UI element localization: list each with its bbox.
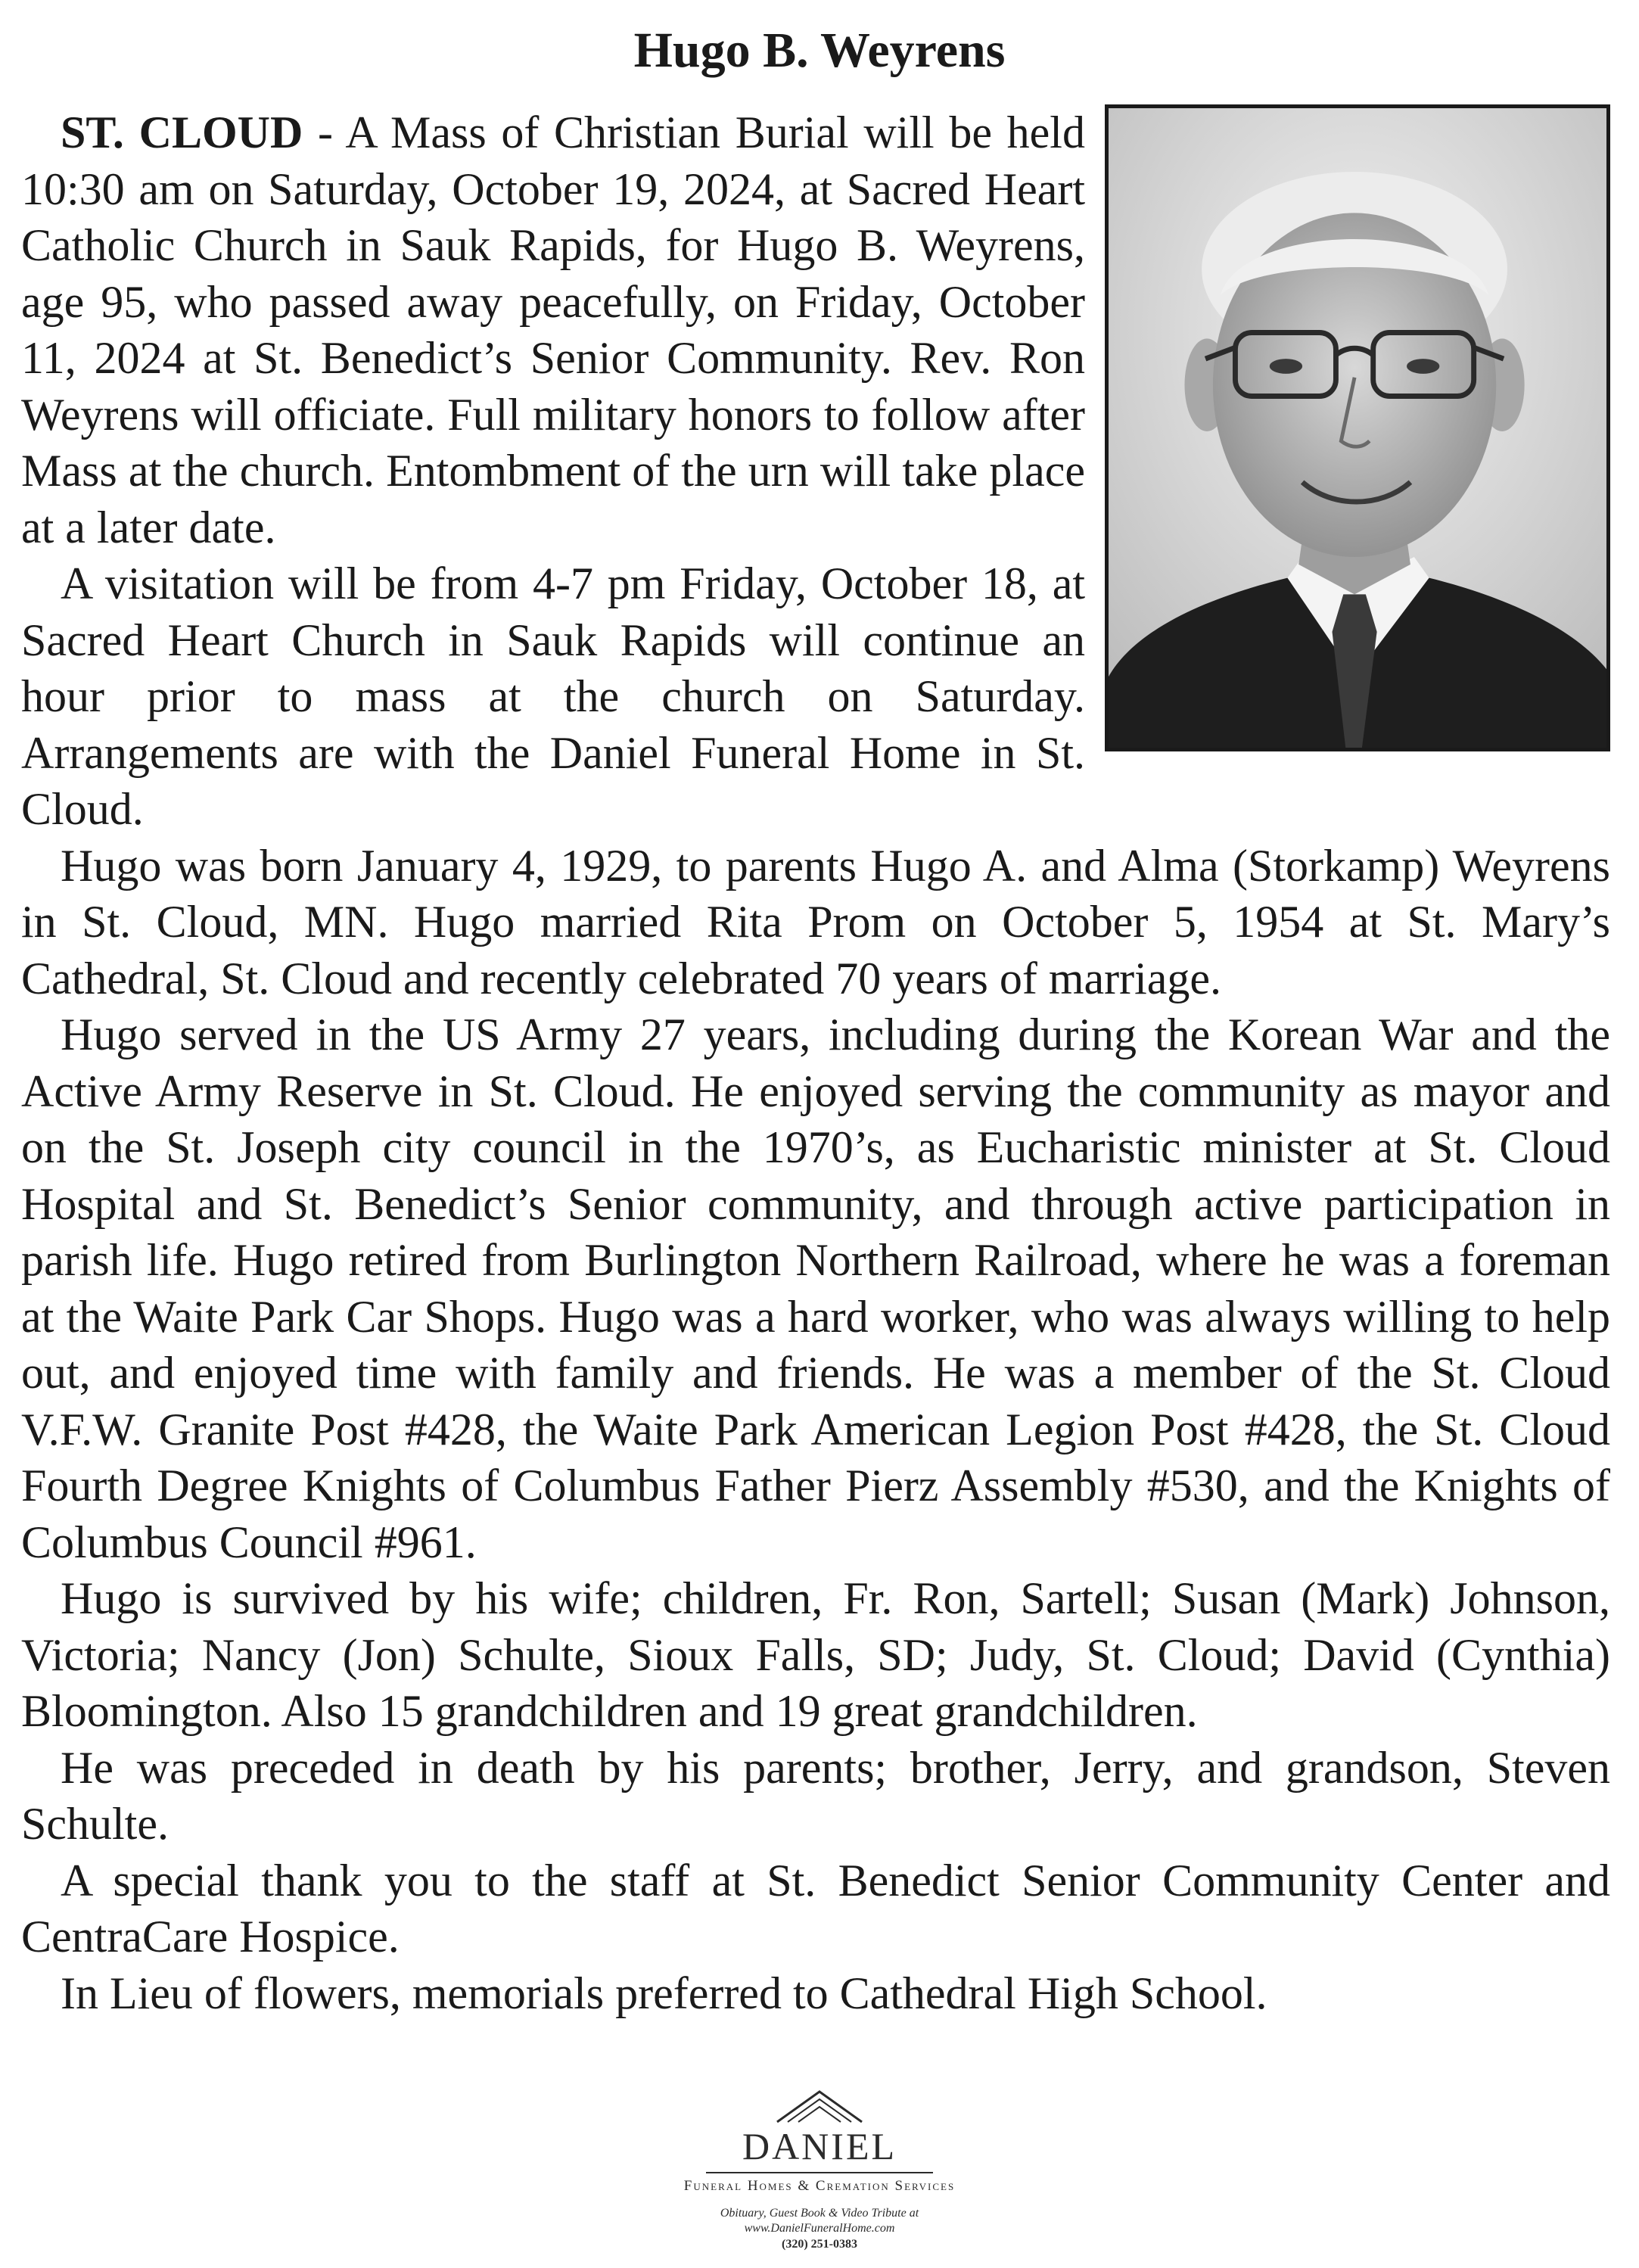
dateline: ST. CLOUD	[61, 107, 303, 157]
logo-name: DANIEL	[742, 2125, 897, 2167]
paragraph-memorials: In Lieu of flowers, memorials preferred to Cathedral High School.	[61, 1968, 1267, 2018]
obituary-body	[21, 104, 1610, 2021]
paragraph-thanks: A special thank you to the staff at St. Benedict Senior Community Center and CentraCare Hospice.	[21, 1855, 1610, 1962]
portrait-image	[1109, 108, 1606, 748]
funeral-home-logo	[592, 2089, 1047, 2253]
paragraph-birth: Hugo was born January 4, 1929, to parents Hugo A. and Alma (Storkamp) Weyrens in St. Cloud, MN. Hugo married Rita Prom on October 5, 1954 at St. Mary’s Cathedral, St. Cloud and recently celebrated 70 years of marriage.	[21, 840, 1610, 1003]
logo-url[interactable]: www.DanielFuneralHome.com	[744, 2222, 895, 2235]
paragraph-service: Hugo served in the US Army 27 years, including during the Korean War and the Active Army Reserve in St. Cloud. He enjoyed serving the community as mayor and on the St. Joseph city council in the 1970’s, as Eucharistic minister at St. Cloud Hospital and St. Benedict’s Senior community, and through active participation in parish life. Hugo retired from Burlington Northern Railroad, where he was a foreman at the Waite Park Car Shops. Hugo was a hard worker, who was always willing to help out, and enjoyed time with family and friends. He was a member of the St. Cloud V.F.W. Granite Post #428, the Waite Park American Legion Post #428, the St. Cloud Fourth Degree Knights of Columbus Father Pierz Assembly #530, and the Knights of Columbus Council #961.	[21, 1010, 1610, 1567]
logo-tribute: Obituary, Guest Book & Video Tribute at	[720, 2207, 919, 2220]
obituary-title: Hugo B. Weyrens	[633, 23, 1006, 78]
logo-phone: (320) 251-0383	[782, 2238, 857, 2251]
house-roof-icon	[774, 2089, 865, 2123]
portrait-photo	[1105, 104, 1610, 751]
paragraph-survivors: Hugo is survived by his wife; children, Fr. Ron, Sartell; Susan (Mark) Johnson, Victoria; Nancy (Jon) Schulte, Sioux Falls, SD; Judy, St. Cloud; David (Cynthia) Bloomington. Also 15 grandchildren and 19 great grandchildren.	[21, 1573, 1610, 1736]
logo-divider	[706, 2172, 933, 2173]
intro-text: - A Mass of Christian Burial will be held 10:30 am on Saturday, October 19, 2024, at Sacred Heart Catholic Church in Sauk Rapids, for Hugo B. Weyrens, age 95, who passed away peacefully, on Friday, October 11, 2024 at St. Benedict’s Senior Community. Rev. Ron Weyrens will officiate. Full military honors to follow after Mass at the church. Entombment of the urn will take place at a later date.	[21, 107, 1085, 552]
paragraph-preceded: He was preceded in death by his parents; brother, Jerry, and grandson, Steven Schulte.	[21, 1742, 1610, 1849]
paragraph-visitation: A visitation will be from 4-7 pm Friday, October 18, at Sacred Heart Church in Sauk Rapids will continue an hour prior to mass at the church on Saturday. Arrangements are with the Daniel Funeral Home in St. Cloud.	[21, 558, 1085, 834]
logo-subtitle: Funeral Homes & Cremation Services	[683, 2178, 956, 2194]
